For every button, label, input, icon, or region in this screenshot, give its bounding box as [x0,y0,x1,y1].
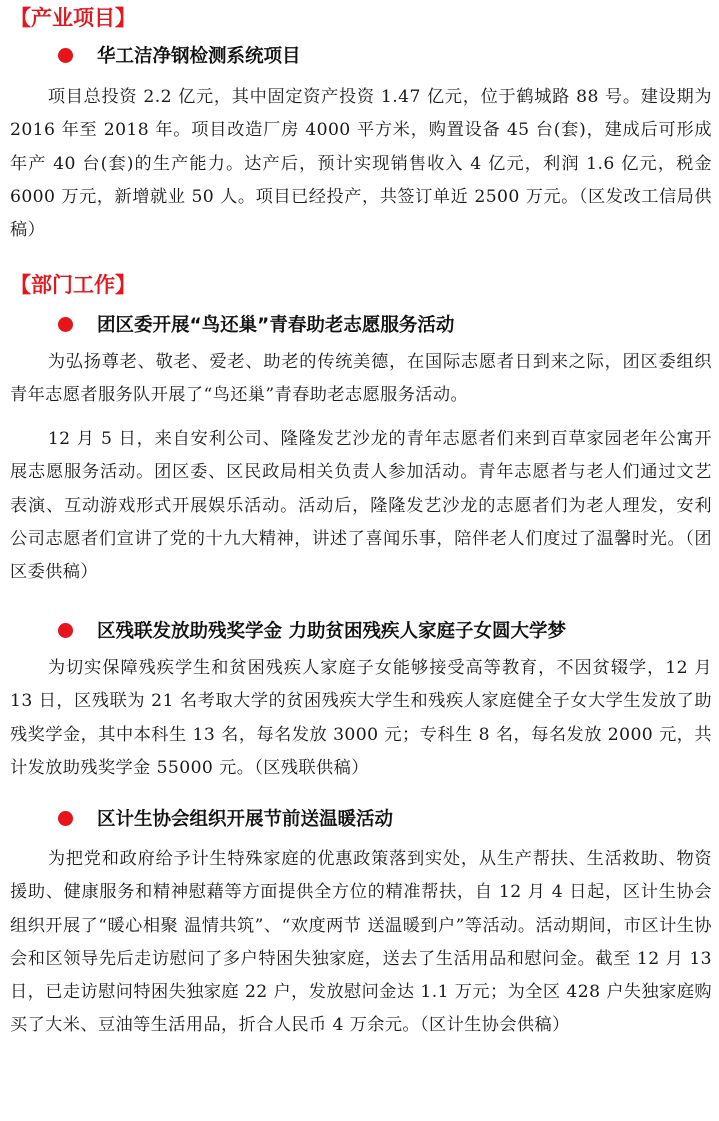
paragraph-steel-inspection: 项目总投资 2.2 亿元，其中固定资产投资 1.47 亿元，位于鹤城路 88 号。建设期为 2016 年至 2018 年。项目改造厂房 4000 平方米，购置设备 45 台(套)，建成后可形成年产 40 台(套)的生产能力。达产后，预计实现销售收入 4 亿元，利润 1.6 亿元，税金 6000 万元，新增就业 50 人。项目已经投产，共签订单近 2500 万元。（区发改工信局供稿） [10,87,712,241]
item-title-family-planning-warmth [58,803,393,833]
item-title-steel-inspection [58,40,301,70]
item-title-text: 区残联发放助残奖学金 力助贫困残疾人家庭子女圆大学梦 [97,621,566,642]
paragraph-youth-volunteer-detail: 12 月 5 日，来自安利公司、隆隆发艺沙龙的青年志愿者们来到百草家园老年公寓开展志愿服务活动。团区委、区民政局相关负责人参加活动。青年志愿者与老人们通过文艺表演、互动游戏形式开展娱乐活动。活动后，隆隆发艺沙龙的志愿者们为老人理发，安利公司志愿者们宣讲了党的十九大精神，讲述了喜闻乐事，陪伴老人们度过了温馨时光。（团区委供稿） [10,429,712,583]
paragraph-youth-volunteer-intro: 为弘扬尊老、敬老、爱老、助老的传统美德，在国际志愿者日到来之际，团区委组织青年志愿者服务队开展了“鸟还巢”青春助老志愿服务活动。 [10,352,712,406]
section-heading-industry: 【产业项目】 [10,6,136,30]
paragraph-disability-scholarship: 为切实保障残疾学生和贫困残疾人家庭子女能够接受高等教育，不因贫辍学，12 月 13 日，区残联为 21 名考取大学的贫困残疾大学生和残疾人家庭健全子女大学生发放了助残奖学金，其中本科生 13 名，每名发放 3000 元；专科生 8 名，每名发放 2000 元，共计发放助残奖学金 55000 元。（区残联供稿） [10,658,712,778]
red-bullet-icon [58,623,73,638]
paragraph-family-planning-warmth: 为把党和政府给予计生特殊家庭的优惠政策落到实处，从生产帮扶、生活救助、物资援助、健康服务和精神慰藉等方面提供全方位的精准帮扶，自 12 月 4 日起，区计生协会组织开展了“暖心相聚 温情共筑”、“欢度两节 送温暖到户”等活动。活动期间，市区计生协会和区领导先后走访慰问了多户特困失独家庭，送去了生活用品和慰问金。截至 12 月 13 日，已走访慰问特困失独家庭 22 户，发放慰问金达 1.1 万元；为全区 428 户失独家庭购买了大米、豆油等生活用品，折合人民币 4 万余元。（区计生协会供稿） [10,849,712,1036]
red-bullet-icon [58,48,73,63]
red-bullet-icon [58,317,73,332]
item-title-text: 华工洁净钢检测系统项目 [97,46,301,67]
item-title-youth-volunteer [58,309,454,339]
red-bullet-icon [58,811,73,826]
item-title-disability-scholarship [58,615,566,645]
item-title-text: 团区委开展“鸟还巢”青春助老志愿服务活动 [97,315,455,336]
section-heading-department: 【部门工作】 [10,273,136,297]
item-title-text: 区计生协会组织开展节前送温暖活动 [97,809,394,830]
